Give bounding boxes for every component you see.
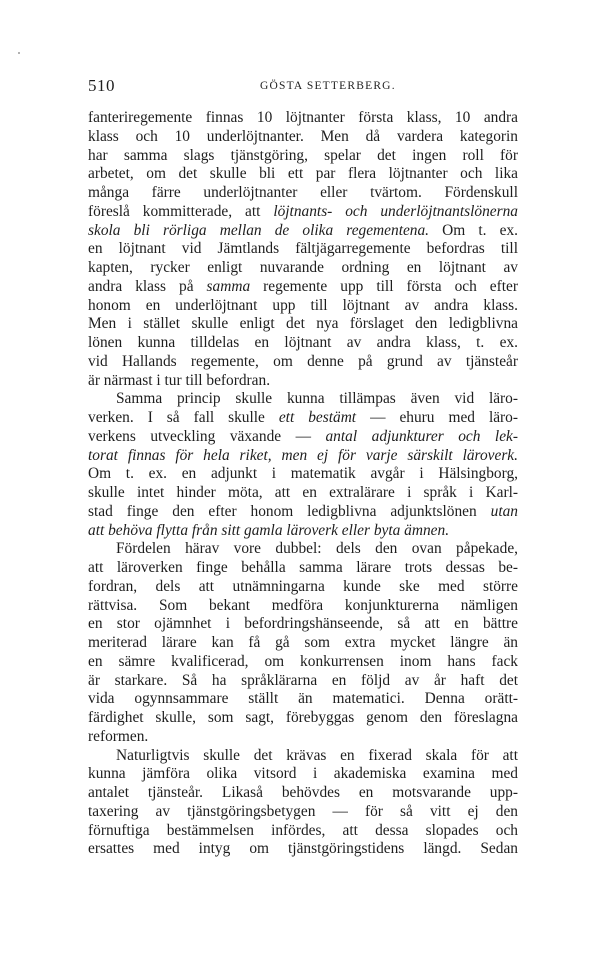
text-line [88,128,518,147]
text-line [88,334,518,353]
text-fragment: en stor ojämnhet i befordringshänseende, så att en bättre [88,615,518,633]
text-fragment: verken. I så fall skulle [88,409,279,426]
text-fragment: vida ogynnsammare ställt än matematici. Denna orätt- [88,690,518,708]
page-number: 510 [88,76,115,95]
text-line [88,578,518,597]
text-line [88,259,518,278]
text-fragment: arbetet, om det skulle bli ett par flera löjtnanter och lika [88,165,518,183]
text-fragment: kunna jämföra olika vitsord i akademiska examina med [88,765,518,783]
text-fragment: rättvisa. Som bekant medföra konjunkturerna nämligen [88,596,518,614]
text-line [88,784,518,803]
text-line [88,503,518,522]
text-line [88,297,518,316]
text-line [88,465,518,484]
text-line [88,597,518,616]
text-line [88,709,518,728]
text-fragment: är starkare. Så ha språklärarna en följd av år haft det [88,671,518,689]
text-line [88,447,518,466]
text-line [88,240,518,259]
text-line [88,672,518,691]
text-line [88,372,518,391]
text-line [88,690,518,709]
text-fragment: honom en underlöjtnant upp till löjtnant av andra klass. [88,296,518,314]
text-fragment: Fördelen härav vore dubbel: dels den ovan påpekade, [116,540,518,558]
text-line [88,765,518,784]
text-line [88,203,518,222]
text-line [88,559,518,578]
text-line [88,147,518,166]
page-header [88,76,518,100]
text-line [88,747,518,766]
text-line [88,315,518,334]
text-fragment: kapten, rycker enligt nuvarande ordning en löjtnant av [88,259,518,276]
text-fragment: andra klass på [88,277,207,295]
italic-text: samma [206,277,251,295]
text-line [88,484,518,503]
text-fragment: Om t. ex. [429,221,518,239]
italic-text: ett bestämt [278,409,357,426]
text-fragment: — ehuru med läro- [356,409,518,426]
text-fragment: en sämre kvalificerad, om konkurrensen inom hans fack [88,652,518,670]
italic-text: utan [490,502,518,520]
text-fragment: har samma slags tjänstgöring, spelar det ingen roll för [88,146,518,164]
text-fragment: fordran, dels att utnämningarna kunde ske med större [88,577,518,595]
text-fragment: Men i stället skulle enligt det nya förslaget den ledigblivna [88,315,518,333]
text-line [88,428,518,447]
text-fragment: meriterad lärare kan få gå som extra mycket längre än [88,634,518,651]
italic-text: torat finnas för hela riket, men ej för varje särskilt läroverk. [88,446,518,464]
text-line [88,840,518,859]
text-fragment: lönen kunna tilldelas en löjtnant av andra klass, t. ex. [88,334,518,351]
text-fragment: Om t. ex. en adjunkt i matematik avgår i Hälsingborg, [88,465,518,483]
text-line [88,522,518,541]
text-line [88,353,518,372]
text-fragment: att läroverken finge behålla samma lärare trots dessas be- [88,559,518,576]
text-fragment: en löjtnant vid Jämtlands fältjägarregemente befordras till [88,240,518,258]
text-fragment: verkens utveckling växande — [88,427,326,445]
running-head: GÖSTA SETTERBERG. [260,80,396,92]
text-fragment: vid Hallands regemente, om denne på grund av tjänsteår [88,352,518,370]
italic-text: att behöva flytta från sitt gamla läroverk eller byta ämnen. [88,521,450,539]
text-fragment: föreslå kommitterade, att [88,202,274,220]
text-line [88,634,518,653]
text-fragment: regemente upp till första och efter [250,277,518,295]
text-line [88,222,518,241]
text-line [88,109,518,128]
text-line [88,540,518,559]
text-fragment: Samma princip skulle kunna tillämpas även vid läro- [116,390,518,408]
text-fragment: antalet tjänsteår. Likaså behövdes en motsvarande upp- [88,784,518,801]
text-fragment: skulle intet hinder möta, att en extralärare i språk i Karl- [88,484,518,501]
text-line [88,615,518,634]
text-fragment: Naturligtvis skulle det krävas en fixerad skala för att [116,746,518,764]
text-fragment: ersattes med intyg om tjänstgöringstidens längd. Sedan [88,840,518,858]
text-fragment: är närmast i tur till befordran. [88,371,271,389]
body-text [88,109,518,859]
italic-text: löjtnants- och underlöjtnantslönerna [273,202,519,220]
text-line [88,409,518,428]
text-line [88,728,518,747]
text-line [88,278,518,297]
text-line [88,390,518,409]
text-fragment: färdighet skulle, som sagt, förebyggas genom den föreslagna [88,709,518,726]
text-line [88,803,518,822]
text-fragment: klass och 10 underlöjtnanter. Men då vardera kategorin [88,127,518,145]
text-fragment: stad finge den efter honom ledigblivna adjunktslönen [88,502,491,520]
text-fragment: många färre underlöjtnanter eller tvärtom. Fördenskull [88,184,518,201]
text-fragment: taxering av tjänstgöringsbetygen — för så vitt ej den [88,802,518,820]
text-fragment: reformen. [88,727,149,745]
italic-text: skola bli rörliga mellan de olika regementena. [88,221,430,239]
paper-speck [18,52,20,54]
italic-text: antal adjunkturer och lek- [325,427,518,445]
text-line [88,165,518,184]
text-fragment: fanteriregemente finnas 10 löjtnanter första klass, 10 andra [88,109,518,126]
text-line [88,653,518,672]
text-line [88,822,518,841]
text-line [88,184,518,203]
text-fragment: förnuftiga bestämmelsen infördes, att dessa slopades och [88,821,518,839]
